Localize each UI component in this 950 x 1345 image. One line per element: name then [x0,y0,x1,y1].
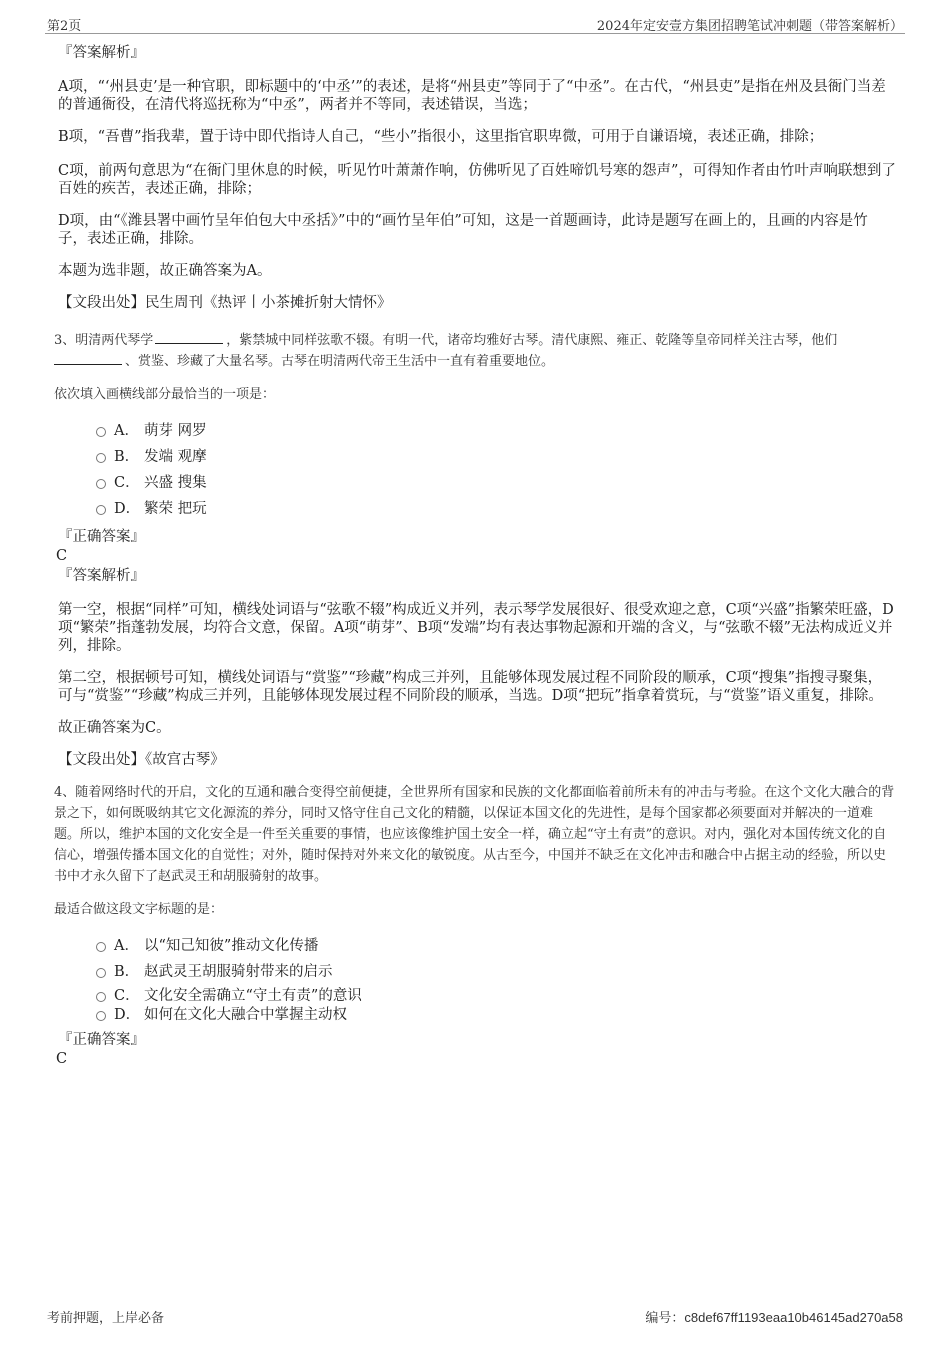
radio-icon[interactable] [96,479,106,489]
footer-slogan: 考前押题，上岸必备 [47,1311,165,1326]
page-number: 第2页 [47,19,82,34]
question-3-text: 3、明清两代琴学 ，紫禁城中同样弦歌不辍。有明一代，诸帝均雅好古琴。清代康熙、雍正、乾隆等皇帝同样关注古琴，他们 、赏鉴、珍藏了大量名琴。古琴在明清两代帝王生活中一直有着重要地位。 [54,330,896,372]
source-note: 【文段出处】民生周刊《热评丨小茶摊折射大情怀》 [58,295,392,311]
analysis-para-b: B项，“吾曹”指我辈，置于诗中即代指诗人自己，“些小”指很小，这里指官职卑微，可用于自谦语境，表述正确，排除； [58,129,824,145]
correct-answer: C [56,548,68,564]
analysis-para-d: D项，由“《潍县署中画竹呈年伯包大中丞括》”中的“画竹呈年伯”可知，这是一首题画诗，此诗是题写在画上的，且画的内容是竹子，表述正确，排除。 [58,213,868,247]
page-footer [45,1307,905,1327]
question-4-text: 4、随着网络时代的开启，文化的互通和融合变得空前便捷，全世界所有国家和民族的文化都面临着前所未有的冲击与考验。在这个文化大融合的背景之下，如何既吸纳其它文化源流的养分，同时又恪守住自己文化的精髓，以保证本国文化的先进性，是每个国家都必须要面对并解决的一道难题。所以，维护本国的文化安全是一件至关重要的事情，也应该像维护国土安全一样，确立起“守土有责”的意识。对内，强化对本国传统文化的自信心，增强传播本国文化的自觉性；对外，随时保持对外来文化的敏锐度。从古至今，中国并不缺乏在文化冲击和融合中占据主动的经验，所以史书中才永久留下了赵武灵王和胡服骑射的故事。 [54,785,895,884]
correct-answer: C [56,1051,68,1067]
option-b[interactable]: B． 发端 观摩 [96,444,896,470]
document-content [56,44,896,1068]
analysis-conclusion: 故正确答案为C。 [58,720,171,736]
analysis-label: 『答案解析』 [58,45,145,61]
correct-answer-label: 『正确答案』 [58,529,145,545]
radio-icon[interactable] [96,427,106,437]
radio-icon[interactable] [96,1011,106,1021]
option-b[interactable]: B． 赵武灵王胡服骑射带来的启示 [96,959,896,985]
analysis-para-1: 第一空，根据“同样”可知，横线处词语与“弦歌不辍”构成近义并列，表示琴学发展很好、很受欢迎之意，C项“兴盛”指繁荣旺盛，D项“繁荣”指蓬勃发展，均符合文意，保留。A项“萌芽”、B项“发端”均有表达事物起源和开端的含义，与“弦歌不辍”无法构成近义并列，排除。 [58,602,894,654]
radio-icon[interactable] [96,992,106,1002]
analysis-label: 『答案解析』 [58,568,145,584]
option-c[interactable]: C． 兴盛 搜集 [96,470,896,496]
document-title: 2024年定安壹方集团招聘笔试冲刺题（带答案解析） [596,19,903,34]
question-3-prompt: 依次填入画横线部分最恰当的一项是： [54,387,276,402]
fill-blank-2 [54,351,122,365]
analysis-para-c: C项，前两句意思为“在衙门里休息的时候，听见竹叶萧萧作响，仿佛听见了百姓啼饥号寒的怨声”，可得知作者由竹叶声响联想到了百姓的疾苦，表述正确，排除； [58,163,896,197]
radio-icon[interactable] [96,968,106,978]
question-4-prompt: 最适合做这段文字标题的是： [54,902,224,917]
radio-icon[interactable] [96,453,106,463]
analysis-conclusion: 本题为选非题，故正确答案为A。 [58,263,272,279]
source-note: 【文段出处】《故宫古琴》 [58,752,225,768]
radio-icon[interactable] [96,942,106,952]
option-a[interactable]: A． 以“知己知彼”推动文化传播 [96,933,896,959]
question-4-options [96,933,896,1027]
correct-answer-label: 『正确答案』 [58,1032,145,1048]
page-header [45,13,905,34]
question-3-options [96,418,896,522]
fill-blank-1 [155,330,223,344]
radio-icon[interactable] [96,505,106,515]
option-a[interactable]: A． 萌芽 网罗 [96,418,896,444]
option-c[interactable]: C． 文化安全需确立“守土有责”的意识 [96,985,896,1005]
option-d[interactable]: D． 繁荣 把玩 [96,496,896,522]
analysis-para-2: 第二空，根据顿号可知，横线处词语与“赏鉴”“珍藏”构成三并列，且能够体现发展过程不同阶段的顺承，C项“搜集”指搜寻聚集，可与“赏鉴”“珍藏”构成三并列，且能够体现发展过程不同阶段的顺承，当选。D项“把玩”指拿着赏玩，与“赏鉴”语义重复，排除。 [58,670,883,704]
option-d[interactable]: D． 如何在文化大融合中掌握主动权 [96,1005,896,1027]
document-code: 编号：c8def67ff1193eaa10b46145ad270a58 [645,1310,903,1326]
analysis-para-a: A项，“‘州县吏’是一种官职，即标题中的‘中丞’”的表述，是将“州县吏”等同于了“中丞”。在古代，“州县吏”是指在州及县衙门当差的普通衙役，在清代将巡抚称为“中丞”，两者并不等同，表述错误，当选； [58,79,886,113]
